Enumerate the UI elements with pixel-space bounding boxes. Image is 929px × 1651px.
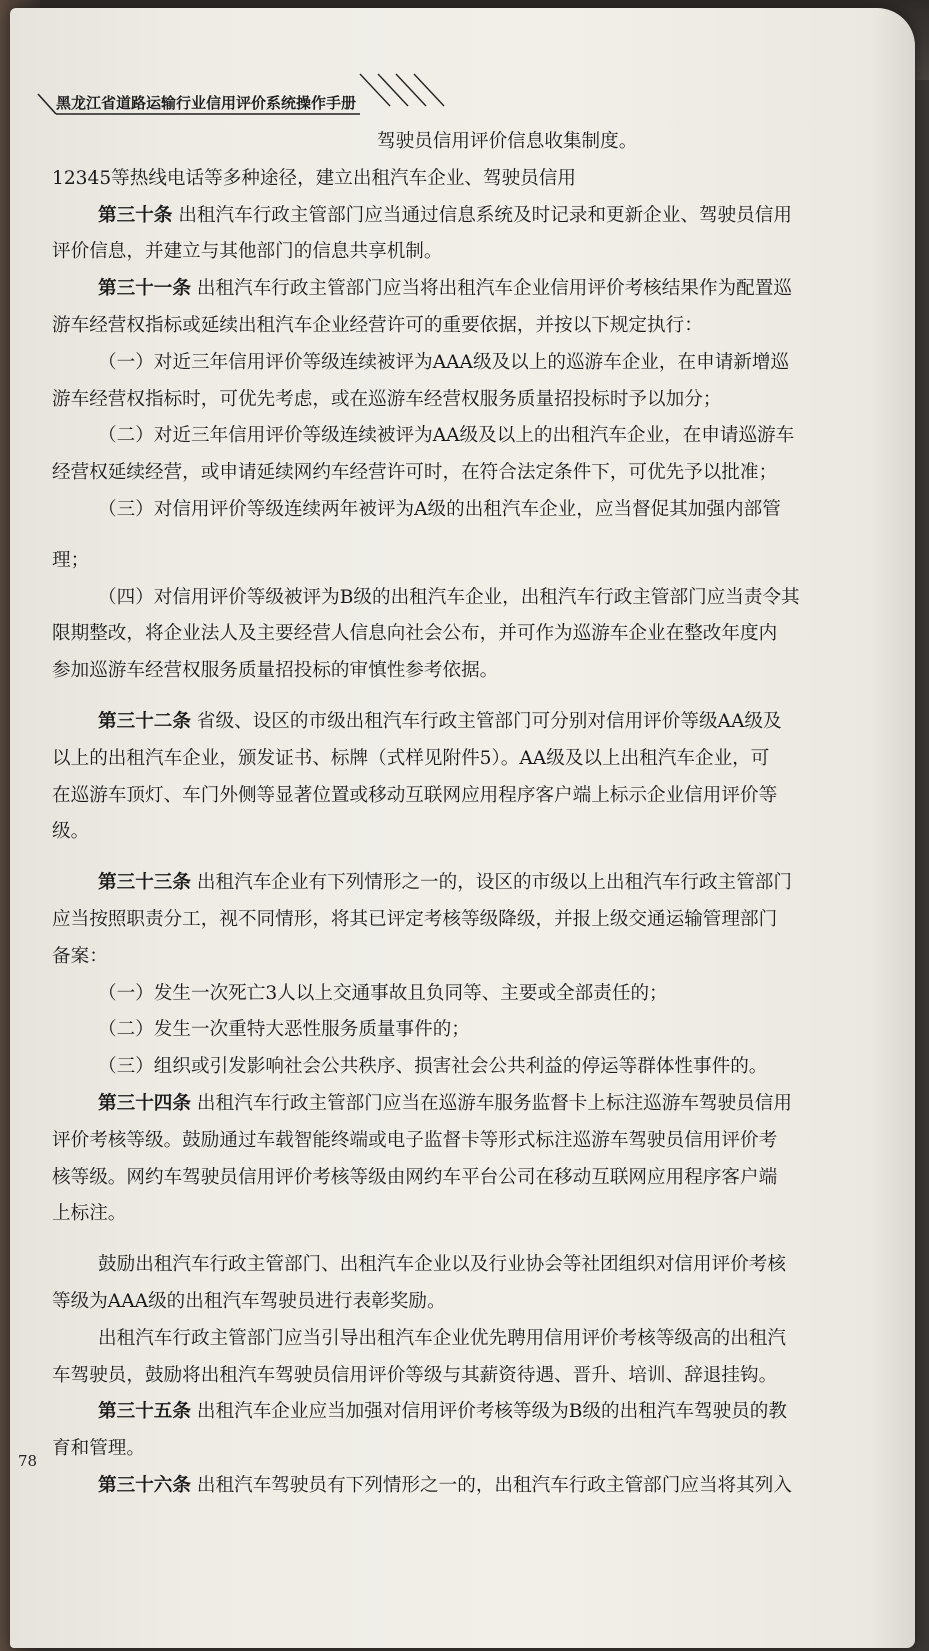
line-text: 参加巡游车经营权服务质量招投标的审慎性参考依据。: [52, 660, 499, 682]
line-text: （三）对信用评价等级连续两年被评为A级的出租汽车企业，应当督促其加强内部管: [98, 498, 781, 520]
line-text: （二）对近三年信用评价等级连续被评为AA级及以上的出租汽车企业，在申请巡游车: [98, 425, 795, 447]
article-number: 第三十二条: [98, 710, 191, 732]
text-line: [52, 1160, 897, 1197]
text-line: [52, 976, 897, 1013]
document-body: [52, 124, 897, 1505]
line-text: 理；: [52, 549, 90, 571]
line-text: 鼓励出租汽车行政主管部门、出租汽车企业以及行业协会等社团组织对信用评价考核: [98, 1254, 786, 1276]
line-text: 出租汽车行政主管部门应当将出租汽车企业信用评价考核结果作为配置巡: [196, 278, 792, 300]
line-text: 经营权延续经营，或申请延续网约车经营许可时，在符合法定条件下，可优先予以批准；: [52, 462, 778, 484]
text-line: [52, 902, 897, 939]
line-text: （一）发生一次死亡3人以上交通事故且负同等、主要或全部责任的；: [98, 982, 668, 1004]
line-text: 驾驶员信用评价信息收集制度。: [377, 131, 638, 152]
line-text: 在巡游车顶灯、车门外侧等显著位置或移动互联网应用程序客户端上标示企业信用评价等: [52, 784, 778, 806]
article-line: [52, 1394, 897, 1431]
article-line: [52, 865, 897, 902]
text-line: [52, 1284, 897, 1321]
line-text: 核等级。网约车驾驶员信用评价考核等级由网约车平台公司在移动互联网应用程序客户端: [52, 1166, 778, 1188]
line-text: 级。: [52, 821, 90, 843]
line-text: 评价信息，并建立与其他部门的信息共享机制。: [52, 241, 443, 263]
text-line: [52, 741, 897, 778]
text-line: [52, 616, 897, 653]
line-text: 备案：: [52, 945, 108, 967]
article-number: 第三十六条: [98, 1474, 191, 1496]
running-header: [30, 70, 890, 118]
text-line: [52, 1431, 897, 1468]
line-text: 育和管理。: [52, 1438, 145, 1460]
text-line: [52, 1012, 897, 1049]
text-line: [52, 1247, 897, 1284]
article-line: [52, 1086, 897, 1123]
text-line: [52, 1123, 897, 1160]
text-line: [52, 124, 897, 161]
text-line: [52, 778, 897, 815]
text-line: [52, 1321, 897, 1358]
line-text: 评价考核等级。鼓励通过车载智能终端或电子监督卡等形式标注巡游车驾驶员信用评价考: [52, 1129, 778, 1151]
line-text: 应当按照职责分工，视不同情形，将其已评定考核等级降级，并报上级交通运输管理部门: [52, 908, 778, 930]
text-line: [52, 418, 897, 455]
line-text: 游车经营权指标或延续出租汽车企业经营许可的重要依据，并按以下规定执行：: [52, 314, 703, 336]
article-number: 第三十三条: [98, 872, 191, 894]
text-line: [52, 455, 897, 492]
page-number: 78: [18, 1452, 38, 1470]
text-line: [52, 580, 897, 617]
line-text: 出租汽车企业有下列情形之一的，设区的市级以上出租汽车行政主管部门: [196, 872, 792, 894]
text-line: [52, 1196, 897, 1233]
line-text: 省级、设区的市级出租汽车行政主管部门可分别对信用评价等级AA级及: [196, 710, 782, 732]
line-text: 出租汽车行政主管部门应当通过信息系统及时记录和更新企业、驾驶员信用: [178, 204, 792, 226]
line-text: 等级为AAA级的出租汽车驾驶员进行表彰奖励。: [52, 1290, 446, 1312]
line-text: 车驾驶员，鼓励将出租汽车驾驶员信用评价等级与其薪资待遇、晋升、培训、辞退挂钩。: [52, 1364, 778, 1386]
text-line: [52, 308, 897, 345]
line-text: 出租汽车企业应当加强对信用评价考核等级为B级的出租汽车驾驶员的教: [196, 1401, 787, 1423]
line-text: 出租汽车行政主管部门应当引导出租汽车企业优先聘用信用评价考核等级高的出租汽: [98, 1327, 786, 1349]
line-text: 以上的出租汽车企业，颁发证书、标牌（式样见附件5）。AA级及以上出租汽车企业，可: [52, 747, 770, 769]
line-text: 限期整改，将企业法人及主要经营人信息向社会公布，并可作为巡游车企业在整改年度内: [52, 623, 778, 645]
article-line: [52, 1468, 897, 1505]
line-text: 12345等热线电话等多种途径，建立出租汽车企业、驾驶员信用: [52, 167, 576, 189]
text-line: [52, 543, 897, 580]
line-text: （四）对信用评价等级被评为B级的出租汽车企业，出租汽车行政主管部门应当责令其: [98, 586, 800, 608]
text-line: [52, 814, 897, 851]
text-line: [52, 345, 897, 382]
article-line: [52, 271, 897, 308]
line-text: （一）对近三年信用评价等级连续被评为AAA级及以上的巡游车企业，在申请新增巡: [98, 351, 790, 373]
text-line: [52, 234, 897, 271]
line-text: 出租汽车行政主管部门应当在巡游车服务监督卡上标注巡游车驾驶员信用: [196, 1092, 792, 1114]
text-line: [52, 1049, 897, 1086]
text-line: [52, 161, 897, 198]
line-text: （二）发生一次重特大恶性服务质量事件的；: [98, 1019, 470, 1041]
text-line: [52, 939, 897, 976]
article-number: 第三十条: [98, 204, 173, 226]
text-line: [52, 492, 897, 529]
line-text: （三）组织或引发影响社会公共秩序、损害社会公共利益的停运等群体性事件的。: [98, 1056, 768, 1078]
line-text: 出租汽车驾驶员有下列情形之一的，出租汽车行政主管部门应当将其列入: [196, 1474, 792, 1496]
article-number: 第三十五条: [98, 1401, 191, 1423]
line-text: 上标注。: [52, 1203, 127, 1225]
article-line: [52, 704, 897, 741]
article-number: 第三十四条: [98, 1092, 191, 1114]
article-number: 第三十一条: [98, 278, 191, 300]
header-title: 黑龙江省道路运输行业信用评价系统操作手册: [56, 94, 357, 112]
text-line: [52, 1358, 897, 1395]
line-text: 游车经营权指标时，可优先考虑，或在巡游车经营权服务质量招投标时予以加分；: [52, 388, 722, 410]
text-line: [52, 382, 897, 419]
article-line: [52, 198, 897, 235]
text-line: [52, 653, 897, 690]
